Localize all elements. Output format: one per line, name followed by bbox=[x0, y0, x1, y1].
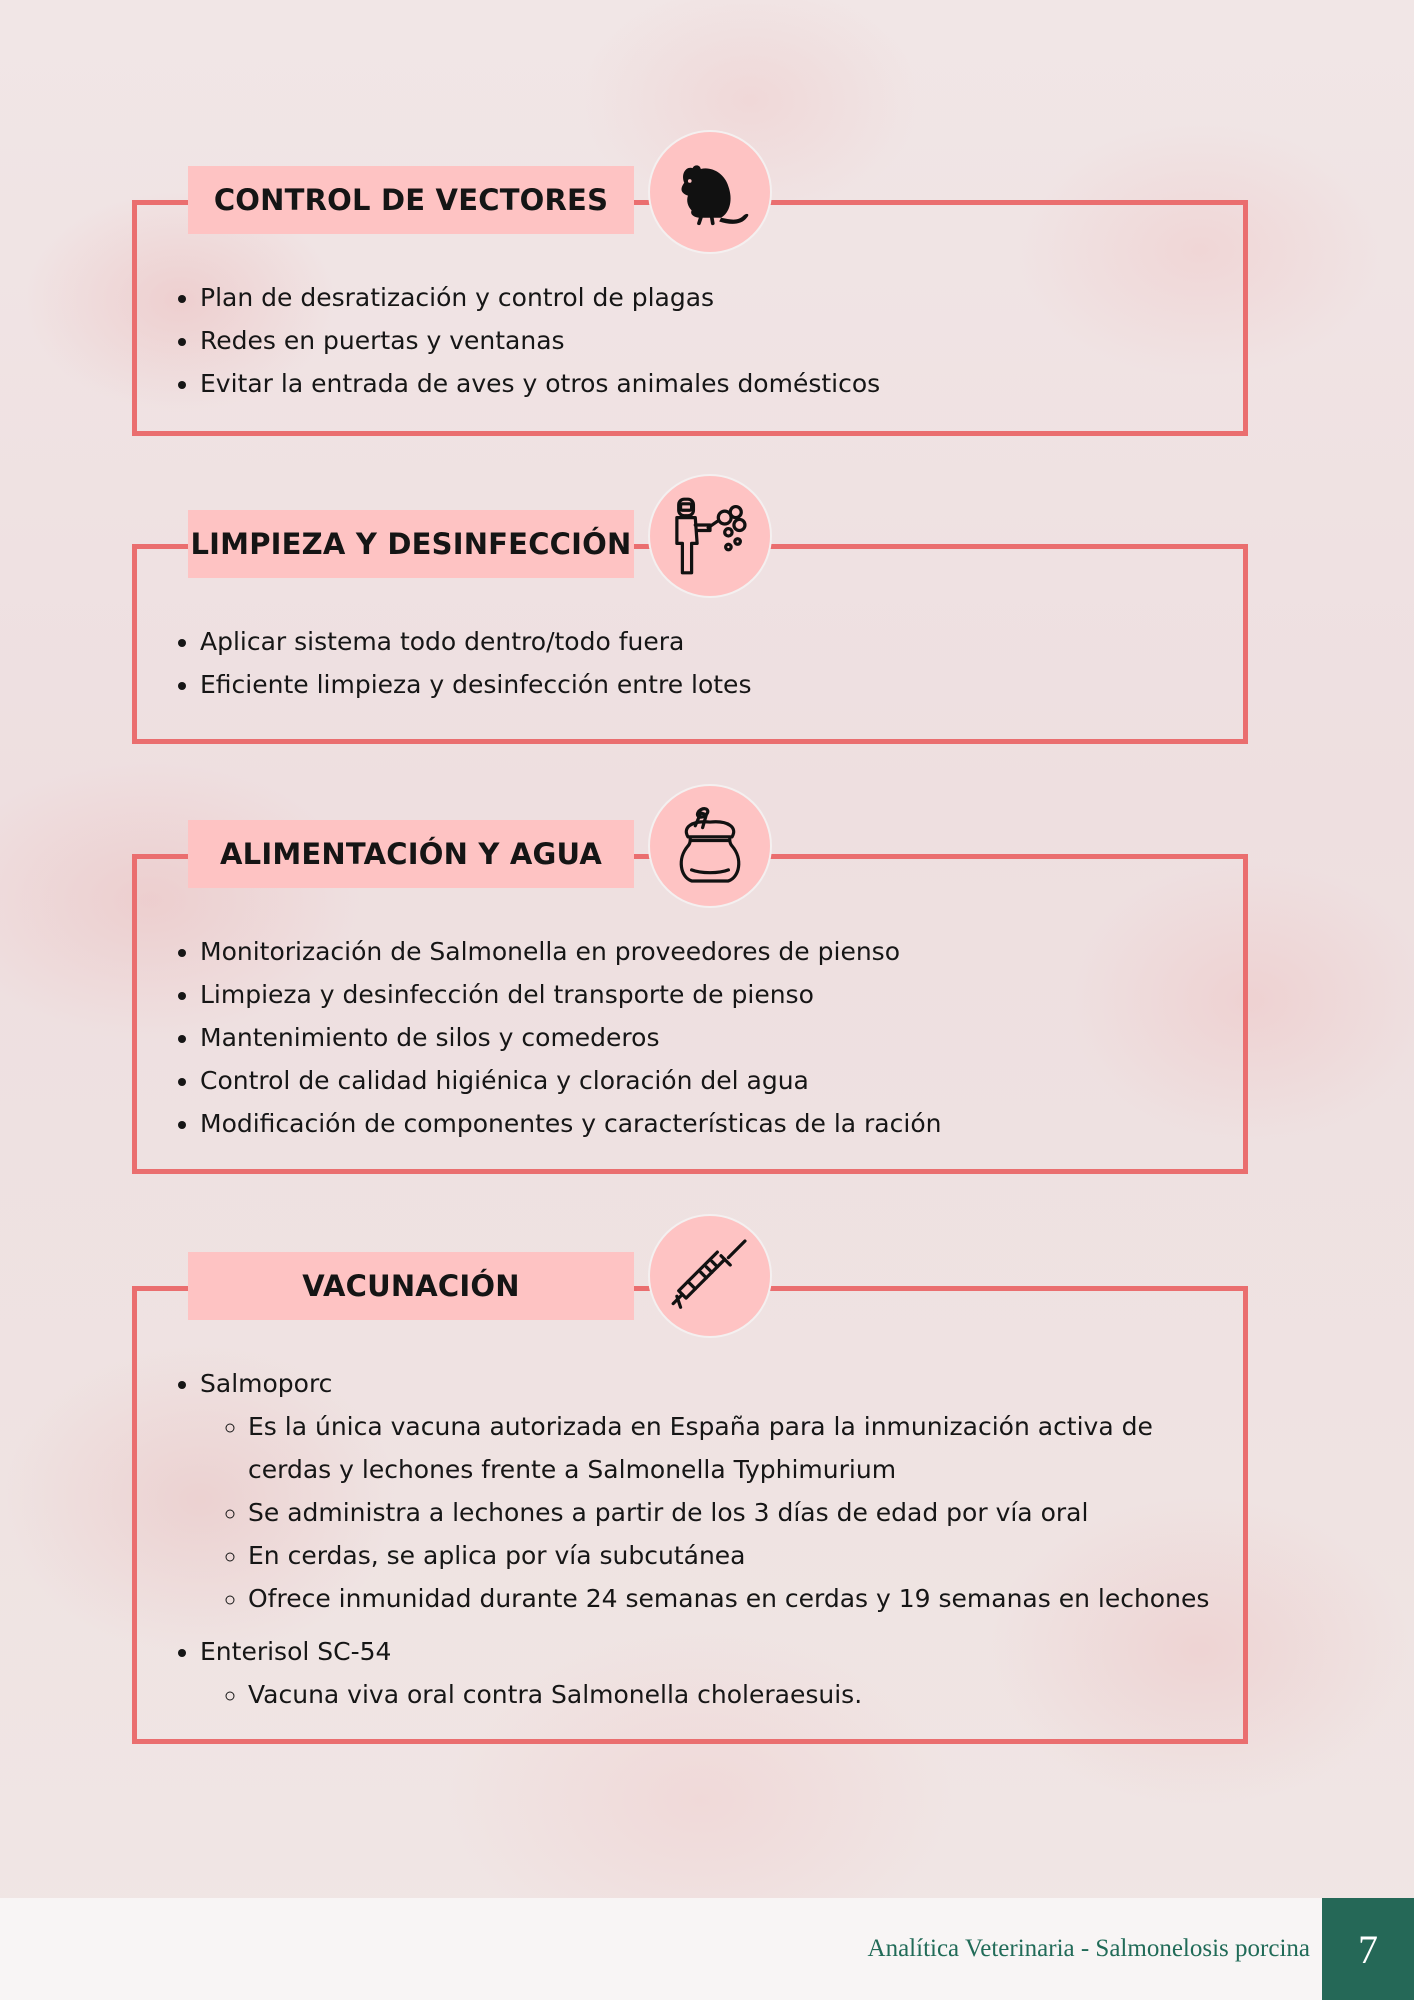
disinfection-worker-icon bbox=[648, 474, 772, 598]
list-item: • Mantenimiento de silos y comederos bbox=[200, 1016, 1218, 1059]
section-title: CONTROL DE VECTORES bbox=[188, 166, 634, 234]
section-vacunacion bbox=[132, 1214, 1248, 1744]
list-item: • Monitorización de Salmonella en proveedores de pienso bbox=[200, 930, 1218, 973]
list-item: • Evitar la entrada de aves y otros animales domésticos bbox=[200, 362, 1218, 405]
list-item: • Control de calidad higiénica y cloración del agua bbox=[200, 1059, 1218, 1102]
syringe-icon-svg bbox=[664, 1230, 756, 1322]
section-control-de-vectores bbox=[132, 130, 1248, 436]
list-item: • Plan de desratización y control de plagas bbox=[200, 276, 1218, 319]
section-title: LIMPIEZA Y DESINFECCIÓN bbox=[188, 510, 634, 578]
section-title: ALIMENTACIÓN Y AGUA bbox=[188, 820, 634, 888]
page-number: 7 bbox=[1322, 1898, 1414, 2000]
feed-sack-icon-svg bbox=[664, 800, 756, 892]
detail-item: ◦ Se administra a lechones a partir de los 3 días de edad por vía oral bbox=[248, 1491, 1218, 1534]
list-item: • Redes en puertas y ventanas bbox=[200, 319, 1218, 362]
rat-icon bbox=[648, 130, 772, 254]
vaccine-details bbox=[200, 1673, 1218, 1716]
section-limpieza-desinfeccion bbox=[132, 474, 1248, 744]
bullet-list bbox=[164, 276, 1218, 405]
detail-item: ◦ Ofrece inmunidad durante 24 semanas en cerdas y 19 semanas en lechones bbox=[248, 1577, 1218, 1620]
list-item: • Aplicar sistema todo dentro/todo fuera bbox=[200, 620, 1218, 663]
list-item: • Modificación de componentes y características de la ración bbox=[200, 1102, 1218, 1145]
feed-sack-icon bbox=[648, 784, 772, 908]
list-item: • Eficiente limpieza y desinfección entre lotes bbox=[200, 663, 1218, 706]
disinfection-worker-icon-svg bbox=[664, 490, 756, 582]
footer-title: Analítica Veterinaria - Salmonelosis porcina bbox=[867, 1935, 1310, 1962]
vaccine-list bbox=[164, 1362, 1218, 1716]
vaccine-name: Enterisol SC-54 bbox=[200, 1637, 392, 1666]
bullet-list bbox=[164, 620, 1218, 706]
detail-item: ◦ Vacuna viva oral contra Salmonella choleraesuis. bbox=[248, 1673, 1218, 1716]
page-footer bbox=[0, 1898, 1414, 2000]
bullet-list bbox=[164, 930, 1218, 1145]
vaccine-item bbox=[200, 1362, 1218, 1620]
syringe-icon bbox=[648, 1214, 772, 1338]
vaccine-details bbox=[200, 1405, 1218, 1620]
detail-item: ◦ En cerdas, se aplica por vía subcutánea bbox=[248, 1534, 1218, 1577]
detail-item: ◦ Es la única vacuna autorizada en España para la inmunización activa de cerdas y lechones frente a Salmonella Typhimurium bbox=[248, 1405, 1218, 1491]
list-item: • Limpieza y desinfección del transporte de pienso bbox=[200, 973, 1218, 1016]
rat-icon-svg bbox=[664, 146, 756, 238]
section-title: VACUNACIÓN bbox=[188, 1252, 634, 1320]
vaccine-name: Salmoporc bbox=[200, 1369, 333, 1398]
section-alimentacion-agua bbox=[132, 784, 1248, 1174]
vaccine-item bbox=[200, 1630, 1218, 1716]
